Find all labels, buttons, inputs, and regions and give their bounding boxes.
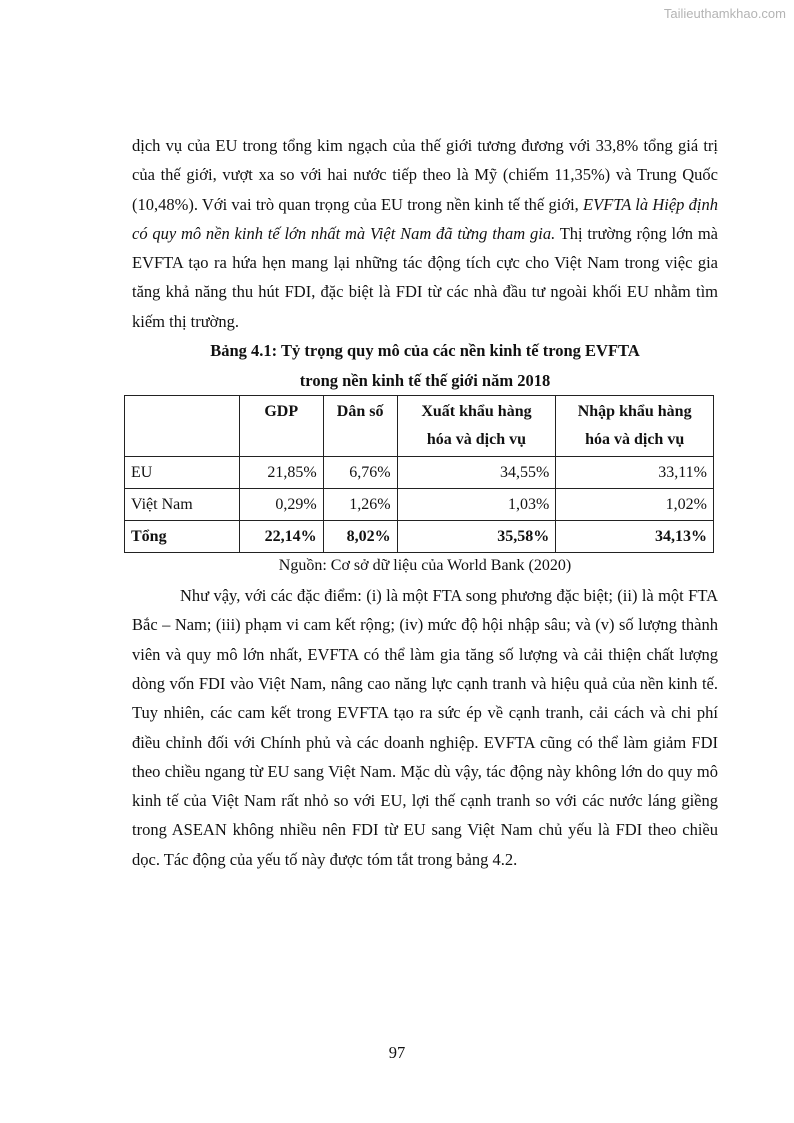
row-name: Tổng	[125, 521, 240, 553]
cell-exports: 34,55%	[397, 457, 556, 489]
paragraph-intro	[132, 131, 718, 336]
cell-gdp: 22,14%	[239, 521, 323, 553]
table-row	[125, 457, 714, 489]
table-header-row	[125, 396, 714, 457]
page-content	[132, 131, 718, 874]
cell-population: 8,02%	[323, 521, 397, 553]
table-caption-line1: Bảng 4.1: Tỷ trọng quy mô của các nền kinh tế trong EVFTA	[210, 341, 640, 361]
cell-gdp: 0,29%	[239, 489, 323, 521]
table-row	[125, 489, 714, 521]
table-row-total	[125, 521, 714, 553]
page-number: 97	[388, 1043, 406, 1062]
cell-exports: 35,58%	[397, 521, 556, 553]
cell-imports: 34,13%	[556, 521, 714, 553]
table-caption-line2: trong nền kinh tế thế giới năm 2018	[299, 371, 551, 391]
table-source: Nguồn: Cơ sở dữ liệu của World Bank (2020)	[278, 557, 572, 575]
header-exports: Xuất khẩu hàng hóa và dịch vụ	[397, 396, 556, 457]
header-population: Dân số	[323, 396, 397, 457]
cell-gdp: 21,85%	[239, 457, 323, 489]
economy-share-table	[124, 395, 714, 553]
paragraph-conclusion: Như vậy, với các đặc điểm: (i) là một FTA song phương đặc biệt; (ii) là một FTA Bắc – Nam; (iii) phạm vi cam kết rộng; (iv) mức độ hội nhập sâu; và (v) số lượng thành viên và quy mô lớn nhất, EVFTA có thể làm gia tăng số lượng và cải thiện chất lượng dòng vốn FDI vào Việt Nam, nâng cao năng lực cạnh tranh và hiệu quả của nền kinh tế. Tuy nhiên, các cam kết trong EVFTA tạo ra sức ép về cạnh tranh, cải cách và chi phí điều chỉnh đối với Chính phủ và các doanh nghiệp. EVFTA cũng có thể làm giảm FDI theo chiều ngang từ EU sang Việt Nam. Mặc dù vậy, tác động này không lớn do quy mô kinh tế của Việt Nam rất nhỏ so với EU, lợi thế cạnh tranh so với các nước láng giềng trong ASEAN không nhiều nên FDI từ EU sang Việt Nam chủ yếu là FDI theo chiều dọc. Tác động của yếu tố này được tóm tắt trong bảng 4.2.	[132, 586, 718, 869]
cell-population: 6,76%	[323, 457, 397, 489]
header-gdp: GDP	[239, 396, 323, 457]
cell-population: 1,26%	[323, 489, 397, 521]
row-name: Việt Nam	[125, 489, 240, 521]
row-name: EU	[125, 457, 240, 489]
header-blank	[125, 396, 240, 457]
header-imports: Nhập khẩu hàng hóa và dịch vụ	[556, 396, 714, 457]
paragraph-intro-italic: EVFTA là Hiệp định có quy mô nền kinh tế lớn nhất mà Việt Nam đã từng tham gia.	[132, 194, 718, 243]
cell-imports: 33,11%	[556, 457, 714, 489]
watermark: Tailieuthamkhao.com	[663, 6, 786, 21]
cell-imports: 1,02%	[556, 489, 714, 521]
paragraph-intro-text-before: dịch vụ của EU trong tổng kim ngạch của thế giới tương đương với 33,8% tổng giá trị của thế giới, vượt xa so với hai nước tiếp theo là Mỹ (chiếm 11,35%) và Trung Quốc (10,48%). Với vai trò quan trọng của EU trong nền kinh tế thế giới,	[132, 136, 718, 214]
paragraph-intro-text-after: Thị trường rộng lớn mà EVFTA tạo ra hứa hẹn mang lại những tác động tích cực cho Việt Nam trong việc gia tăng khả năng thu hút FDI, đặc biệt là FDI từ các nhà đầu tư ngoài khối EU nhằm tìm kiếm thị trường.	[132, 223, 718, 331]
cell-exports: 1,03%	[397, 489, 556, 521]
